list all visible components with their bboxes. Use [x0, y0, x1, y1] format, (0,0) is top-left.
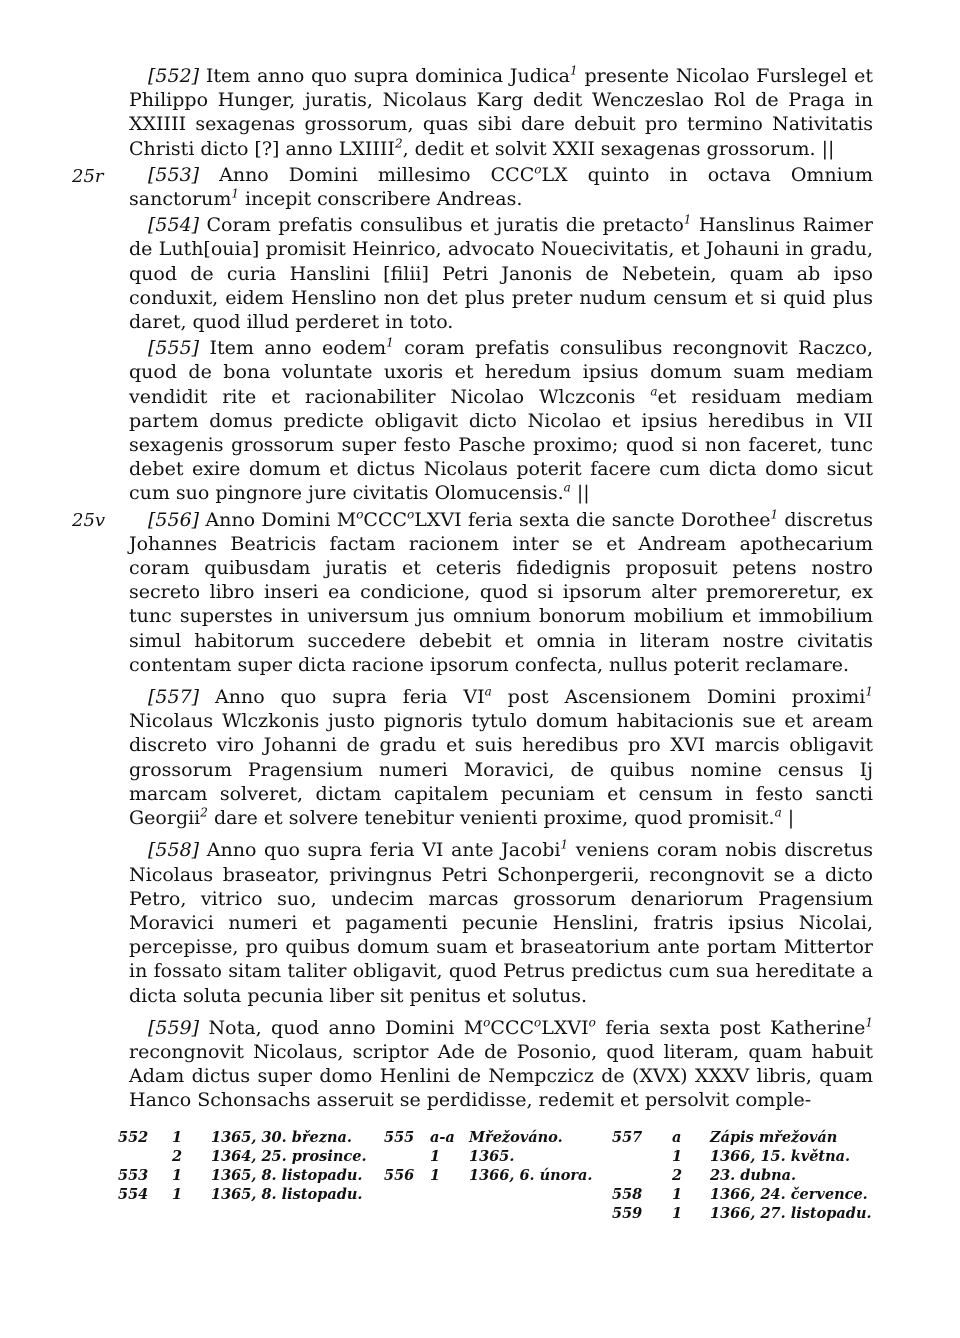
entry-text: Anno quo supra feria VI ante Jacobi [206, 839, 561, 862]
entry-number: [554] [148, 214, 200, 237]
entry-text: Anno quo supra feria VI [215, 686, 485, 709]
entry-text: recongnovit Nicolaus, scriptor Ade de Posonio, quod literam, quam habuit Adam dictus super domo Henlini de Nempczicz de (XVX) XXXV libris, quam Hanco Schonsachs asseruit se perdidisse, redemit et persolvit comple- [129, 1040, 873, 1112]
entry-text: | [781, 807, 795, 830]
footnote-marker: 1 [865, 684, 874, 699]
entry-number: [555] [148, 337, 200, 360]
footnote-marker: 1 [770, 507, 779, 522]
footnote-cell: 1364, 25. prosince. [211, 1148, 367, 1165]
footnote-cell: 559 [612, 1205, 643, 1222]
footnote-cell: 1 [672, 1205, 683, 1222]
footnote-row [118, 1204, 878, 1223]
footnote-marker: a [774, 805, 782, 820]
footnote-cell: 1365. [469, 1148, 515, 1165]
entry-paragraph [129, 838, 873, 1007]
footnote-cell: 555 [384, 1129, 415, 1146]
footnote-marker: o [588, 1015, 596, 1030]
footnote-cell: 2 [172, 1148, 183, 1165]
footnote-marker: o [356, 507, 364, 522]
folio-marker-25v: 25v [72, 510, 106, 531]
entry-paragraph [129, 163, 873, 211]
entry-text: post Ascensionem Domini proximi [491, 686, 866, 709]
footnote-marker: a [650, 384, 658, 399]
entry-text: feria sexta post Katherine [595, 1016, 866, 1039]
footnote-marker: 1 [231, 186, 240, 201]
footnote-cell: 1 [672, 1186, 683, 1203]
entry-number: [552] [148, 65, 200, 87]
footnote-marker: 1 [683, 212, 692, 227]
footnote-cell: a [672, 1129, 682, 1146]
footnote-cell: a-a [430, 1129, 455, 1146]
footnote-cell: 1366, 27. listopadu. [710, 1205, 872, 1222]
footnote-row [118, 1128, 878, 1147]
footnote-marker: 1 [386, 335, 394, 350]
footnote-row [118, 1166, 878, 1185]
entry-paragraph [129, 508, 873, 677]
folio-marker-25r: 25r [72, 166, 104, 187]
footnote-cell: 554 [118, 1186, 149, 1203]
entry-text: || [570, 482, 590, 505]
footnote-cell: 557 [612, 1129, 643, 1146]
footnote-cell: 553 [118, 1167, 149, 1184]
entry-text: Anno Domini millesimo CCC [219, 163, 535, 186]
footnote-cell: 1 [672, 1148, 683, 1165]
footnote-cell: 556 [384, 1167, 415, 1184]
entry-text: presente Nicolao Furslegel et Philippo Hunger, juratis, Nicolaus Karg dedit Wenczeslao Rol de Praga in XXIIII sexagenas grossorum, quas sibi dare debuit pro termino Nativitatis Christi dicto [?] anno LXIIII [129, 65, 874, 160]
footnotes [118, 1128, 878, 1223]
footnote-marker: o [483, 1015, 491, 1030]
entry-text: coram prefatis consulibus recongnovit Raczco, quod de bona voluntate uxoris et heredum ipsius domum suam mediam vendidit rite et racionabiliter Nicolao Wlczconis [129, 337, 873, 408]
entry-text: et residuam mediam partem domus predicte obligavit dicto Nicolao et ipsius heredibus in VII sexagenis grossorum super festo Pasche proximo; quod si non faceret, tunc debet exire domum et dictus Nicolaus poterit facere cum dicta domo sicut cum suo pingnore jure civitatis Olomucensis. [129, 385, 874, 505]
entry-paragraph [129, 1016, 873, 1113]
entry-text: incepit conscribere Andreas. [239, 188, 523, 211]
entry-number: [557] [148, 686, 200, 709]
entry-number: [558] [148, 839, 200, 862]
footnote-marker: 1 [570, 63, 578, 78]
footnote-marker: o [407, 507, 415, 522]
entry-text: Nicolaus Wlczkonis justo pignoris tytulo domum habitacionis sue et aream discreto viro Johanni de gradu et suis heredibus pro XVI marcis obligavit grossorum Pragensium numeri Moravici, de quibus nomine census Ij marcam solveret, dictam capitalem pecuniam et censum in festo sancti Georgii [129, 710, 873, 830]
entry-text: LXVI [541, 1016, 589, 1039]
footnote-row [118, 1185, 878, 1204]
footnote-marker: o [534, 162, 542, 177]
footnote-cell: 1 [430, 1167, 441, 1184]
entry-paragraph [129, 685, 873, 830]
entry-text: CCC [363, 508, 408, 531]
entry-text: Nota, quod anno Domini M [208, 1016, 484, 1039]
footnote-cell: 1366, 15. května. [710, 1148, 851, 1165]
entry-text: Hanslinus Raimer de Luth[ouia] promisit Heinrico, advocato Nouecivitatis, et Johauni in gradu, quod de curia Hanslini [filii] Petri Janonis de Nebetein, quam ab ipso conduxit, eidem Henslino non det plus preter nudum censum et si quid plus daret, quod illud perderet in toto. [129, 214, 873, 334]
footnote-cell: 1365, 8. listopadu. [211, 1186, 363, 1203]
footnote-marker: a [484, 684, 492, 699]
footnote-cell: 1 [172, 1167, 183, 1184]
footnote-marker: a [563, 481, 571, 496]
footnote-cell: Mřežováno. [469, 1129, 563, 1146]
footnote-cell: 558 [612, 1186, 643, 1203]
footnote-cell: 1 [430, 1148, 441, 1165]
entry-paragraph [129, 64, 873, 161]
footnote-cell: Zápis mřežován [710, 1129, 838, 1146]
entry-text: dare et solvere tenebitur venienti proxime, quod promisit. [207, 807, 775, 830]
footnote-cell: 1366, 24. července. [710, 1186, 868, 1203]
entry-text: , dedit et solvit XXII sexagenas grossorum. || [402, 137, 835, 160]
entry-text: veniens coram nobis discretus Nicolaus braseator, privingnus Petri Schonpergerii, recongnovit se a dicto Petro, vitrico suo, undecim marcas grossorum denariorum Pragensium Moravici numeri et pagamenti pecunie Henslini, fratris ipsius Nicolai, percepisse, pro quibus domum suam et braseatorium ante portam Mittertor in fossato sitam taliter obligavit, quod Petrus predictus cum sua hereditate a dicta soluta pecunia liber sit penitus et solutus. [129, 839, 874, 1007]
footnote-row [118, 1147, 878, 1166]
footnote-cell: 1365, 8. listopadu. [211, 1167, 363, 1184]
entry-text: LX quinto in octava Omnium sanctorum [129, 163, 874, 211]
entry-text: Item anno quo supra dominica Judica [205, 65, 570, 87]
footnote-marker: 2 [394, 136, 403, 151]
main-text [129, 64, 873, 1115]
entry-paragraph [129, 213, 873, 334]
entry-text: Coram prefatis consulibus et juratis die pretacto [206, 214, 684, 237]
entry-text: Anno Domini M [205, 508, 357, 531]
entry-number: [553] [148, 163, 200, 186]
entry-text: Item anno eodem [209, 337, 387, 360]
entry-text: LXVI feria sexta die sancte Dorothee [414, 508, 771, 531]
entry-paragraph [129, 336, 873, 505]
footnote-cell: 2 [672, 1167, 683, 1184]
footnote-cell: 1365, 30. března. [211, 1129, 352, 1146]
footnote-marker: 2 [200, 805, 208, 820]
entry-number: [559] [148, 1016, 200, 1039]
entry-number: [556] [148, 508, 200, 531]
footnote-marker: 1 [560, 837, 569, 852]
entry-text: discretus Johannes Beatricis factam racionem inter se et Andream apothecarium coram quibusdam juratis et ceteris fidedignis proposuit petens nostro secreto libro inseri ea condicione, quod si ipsorum alter premoreretur, ex tunc superstes in universum jus omnium bonorum mobilium et immobilium simul habitorum succedere debebit et omnia in literam nostre civitatis contentam super dicta racione ipsorum confecta, nullus poterit reclamare. [129, 508, 874, 676]
footnote-cell: 1 [172, 1129, 183, 1146]
footnote-marker: 1 [865, 1015, 873, 1030]
footnote-cell: 1366, 6. února. [469, 1167, 593, 1184]
footnote-marker: o [534, 1015, 542, 1030]
footnote-cell: 23. dubna. [710, 1167, 797, 1184]
footnote-cell: 552 [118, 1129, 149, 1146]
footnote-cell: 1 [172, 1186, 183, 1203]
entry-text: CCC [490, 1016, 535, 1039]
